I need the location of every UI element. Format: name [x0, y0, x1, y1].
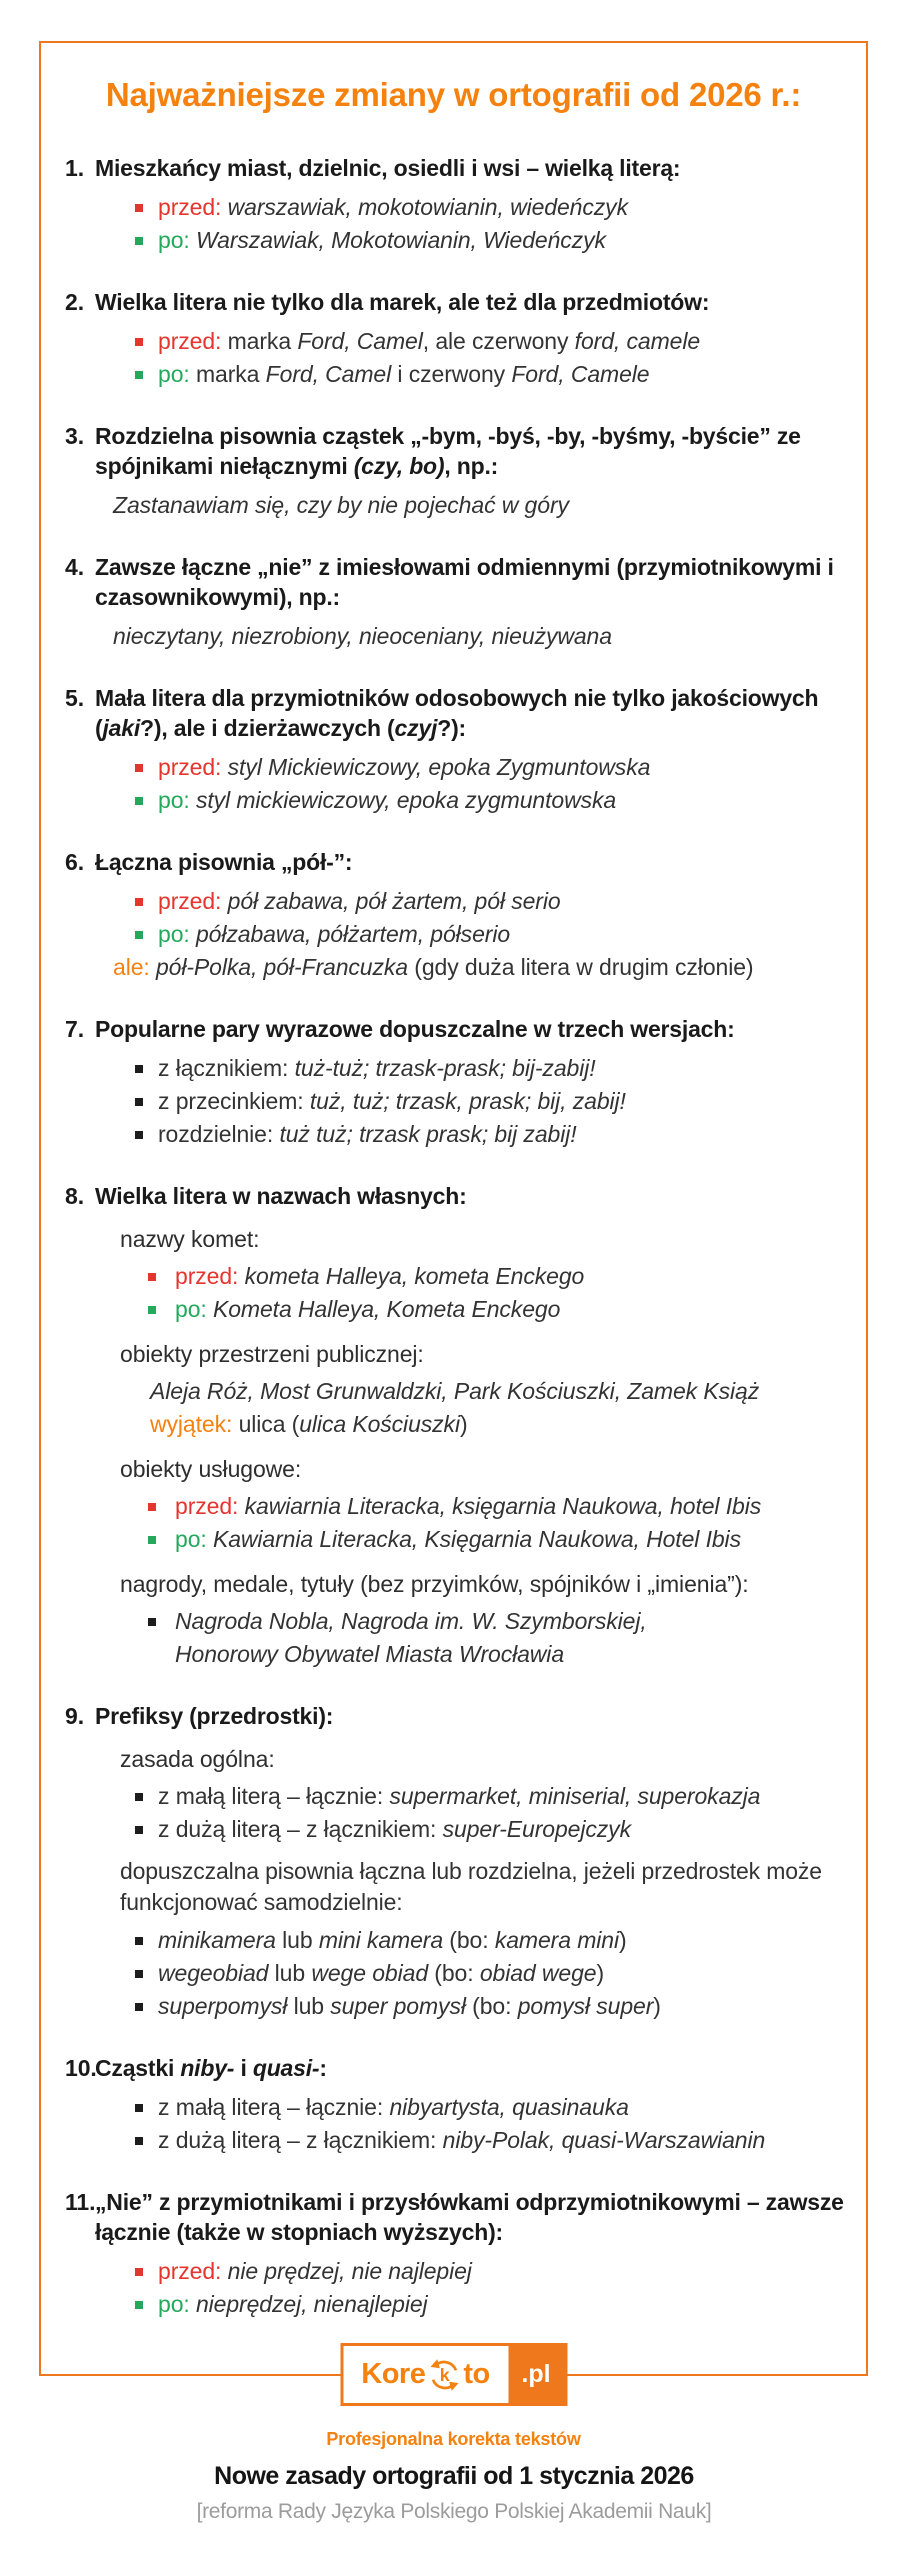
bullet-line [65, 1990, 854, 2023]
text-segment: : [319, 2055, 327, 2081]
item-heading [95, 287, 854, 317]
example-text [65, 951, 854, 984]
text-segment: Warszawiak, Mokotowianin, Wiedeńczyk [195, 227, 606, 253]
item-number: 4. [65, 554, 84, 580]
bullet-line [65, 1118, 854, 1151]
text-segment: lub [268, 1960, 312, 1986]
text-segment: z łącznikiem: [158, 1055, 295, 1081]
bullet-line [65, 1924, 854, 1957]
footer [0, 2462, 908, 2524]
poster-frame [39, 41, 868, 2449]
text-segment: jaki [102, 715, 141, 741]
text-segment: quasi- [252, 2055, 320, 2081]
red-square-bullet-icon [135, 338, 143, 346]
line-text [158, 2124, 854, 2157]
line-text [158, 751, 854, 784]
line-text [158, 1052, 854, 1085]
line-text [158, 1990, 854, 2023]
text-segment: Mieszkańcy miast, dzielnic, osiedli i wsi – wielką literą: [95, 155, 681, 181]
text-segment: po: [175, 1526, 213, 1552]
text-segment: wege obiad [311, 1960, 429, 1986]
line-text [158, 918, 854, 951]
line-text [158, 191, 854, 224]
line-text [158, 2091, 854, 2124]
subsection-label [65, 1338, 854, 1371]
line-text [158, 1924, 854, 1957]
black-square-bullet-icon [135, 2137, 143, 2145]
text-segment: ) [653, 1993, 661, 2019]
item-number: 6. [65, 849, 84, 875]
text-segment: (bo: [443, 1927, 495, 1953]
line-text [158, 1780, 854, 1813]
bullet-line [65, 1052, 854, 1085]
black-square-bullet-icon [135, 1793, 143, 1801]
text-segment: ford, camele [574, 328, 701, 354]
text-segment: Nagroda Nobla, Nagroda im. W. Szymborskiej, [175, 1608, 647, 1634]
korekto-wordmark [343, 2346, 508, 2403]
text-segment: pomysł super [517, 1993, 654, 2019]
item-number: 11. [65, 2189, 96, 2215]
item-heading [95, 2053, 854, 2083]
text-segment: ulica Kościuszki [299, 1411, 460, 1437]
example-text [65, 489, 854, 522]
text-segment: tuż-tuż; trzask-prask; bij-zabij! [294, 1055, 596, 1081]
text-segment: Popularne pary wyrazowe dopuszczalne w trzech wersjach: [95, 1016, 735, 1042]
item-heading [95, 153, 854, 183]
text-segment: nie prędzej, nie najlepiej [227, 2258, 472, 2284]
text-segment: marka [195, 361, 266, 387]
bullet-line [65, 784, 854, 817]
bullet-line [65, 885, 854, 918]
item-heading [95, 1014, 854, 1044]
example-text [65, 1375, 854, 1408]
bullet-line [65, 358, 854, 391]
bullet-line [65, 751, 854, 784]
bullet-line [65, 1813, 854, 1846]
text-segment: kometa Halleya, kometa Enckego [244, 1263, 585, 1289]
text-segment: przed: [175, 1263, 245, 1289]
text-segment: nibyartysta, quasinauka [389, 2094, 629, 2120]
list-item [65, 847, 854, 984]
text-segment: czyj [394, 715, 438, 741]
bullet-line [65, 1780, 854, 1813]
text-segment: nieczytany, niezrobiony, nieoceniany, nieużywana [113, 623, 612, 649]
item-number: 5. [65, 685, 84, 711]
text-segment: kawiarnia Literacka, księgarnia Naukowa, hotel Ibis [244, 1493, 762, 1519]
text-segment: , ale czerwony [422, 328, 575, 354]
text-segment: ) [596, 1960, 605, 1986]
line-text [158, 358, 854, 391]
text-segment: minikamera [158, 1927, 276, 1953]
text-segment: pół-Polka, pół-Francuzka [155, 954, 408, 980]
list-item [65, 683, 854, 817]
text-segment: obiekty przestrzeni publicznej: [120, 1341, 424, 1367]
item-number: 2. [65, 289, 84, 315]
text-segment: obiekty usługowe: [120, 1456, 302, 1482]
item-number: 9. [65, 1703, 84, 1729]
line-text [175, 1605, 854, 1671]
svg-text:k: k [439, 2364, 450, 2385]
text-segment: Kawiarnia Literacka, Księgarnia Naukowa, Hotel Ibis [212, 1526, 741, 1552]
text-segment: pół zabawa, pół żartem, pół serio [227, 888, 561, 914]
text-segment: przed: [158, 754, 228, 780]
green-square-bullet-icon [148, 1536, 156, 1544]
text-segment: po: [158, 921, 196, 947]
text-segment: kamera mini [494, 1927, 619, 1953]
red-square-bullet-icon [135, 898, 143, 906]
bullet-line [65, 325, 854, 358]
line-text [158, 1085, 854, 1118]
korekto-wordmark-right: to [463, 2358, 490, 2390]
green-square-bullet-icon [135, 797, 143, 805]
text-segment: Łączna pisownia „pół-”: [95, 849, 353, 875]
text-segment: (bo: [465, 1993, 518, 2019]
bullet-line [65, 191, 854, 224]
korekto-circular-arrows-k-icon [427, 2358, 461, 2392]
bullet-line [65, 1957, 854, 1990]
text-segment: Cząstki [95, 2055, 181, 2081]
paragraph-text [65, 1856, 854, 1918]
bullet-line [65, 2124, 854, 2157]
item-heading [95, 1181, 854, 1211]
text-segment: dopuszczalna pisownia łączna lub rozdzielna, jeżeli przedrostek może funkcjonować samodzielnie: [120, 1858, 822, 1915]
item-heading [95, 2187, 854, 2247]
text-segment: nagrody, medale, tytuły (bez przyimków, spójników i „imienia”): [120, 1571, 749, 1597]
text-segment: Rozdzielna pisownia cząstek „-bym, -byś, -by, -byśmy, -byście” ze spójnikami niełącznymi [95, 423, 801, 479]
red-square-bullet-icon [148, 1503, 156, 1511]
text-segment: z małą literą – łącznie: [158, 2094, 390, 2120]
text-segment: nieprędzej, nienajlepiej [195, 2291, 428, 2317]
green-square-bullet-icon [135, 931, 143, 939]
bullet-line [65, 1605, 854, 1671]
line-text [175, 1260, 854, 1293]
list-item [65, 421, 854, 522]
text-segment: nazwy komet: [120, 1226, 260, 1252]
item-heading [95, 552, 854, 612]
item-heading [95, 683, 854, 743]
text-segment: niby- [180, 2055, 235, 2081]
bullet-line [65, 1490, 854, 1523]
text-segment: i [234, 2055, 253, 2081]
text-segment: Wielka litera nie tylko dla marek, ale też dla przedmiotów: [95, 289, 710, 315]
text-segment: z przecinkiem: [158, 1088, 310, 1114]
black-square-bullet-icon [135, 1131, 143, 1139]
black-square-bullet-icon [135, 1937, 143, 1945]
bullet-line [65, 1523, 854, 1556]
list-item [65, 1701, 854, 2023]
bullet-line [65, 1293, 854, 1326]
green-square-bullet-icon [135, 371, 143, 379]
text-segment: przed: [158, 888, 228, 914]
text-segment: supermarket, miniserial, superokazja [389, 1783, 761, 1809]
text-segment: ?), ale i dzierżawczych ( [140, 715, 395, 741]
text-segment: Prefiksy (przedrostki): [95, 1703, 334, 1729]
green-square-bullet-icon [135, 237, 143, 245]
text-segment: po: [175, 1296, 213, 1322]
subsection-label [65, 1453, 854, 1486]
text-segment: Ford, Camel [265, 361, 392, 387]
text-segment: po: [158, 361, 196, 387]
bullet-line [65, 224, 854, 257]
black-square-bullet-icon [135, 2104, 143, 2112]
text-segment: ) [619, 1927, 627, 1953]
text-segment: wegeobiad [158, 1960, 269, 1986]
line-text [175, 1523, 854, 1556]
text-segment: Ford, Camel [297, 328, 423, 354]
line-text [158, 1957, 854, 1990]
korekto-tagline: Profesjonalna korekta tekstów [326, 2429, 581, 2449]
list-item [65, 153, 854, 257]
item-number: 3. [65, 423, 84, 449]
item-number: 10. [65, 2055, 97, 2081]
rules-list [41, 153, 866, 2321]
example-text [65, 1408, 854, 1441]
black-square-bullet-icon [135, 1065, 143, 1073]
text-segment: po: [158, 787, 196, 813]
text-segment: obiad wege [479, 1960, 597, 1986]
black-square-bullet-icon [135, 1826, 143, 1834]
line-text [175, 1490, 854, 1523]
text-segment: z dużą literą – z łącznikiem: [158, 1816, 443, 1842]
item-heading [95, 421, 854, 481]
text-segment: lub [275, 1927, 319, 1953]
text-segment: super-Europejczyk [442, 1816, 631, 1842]
bullet-line [65, 1260, 854, 1293]
text-segment: z małą literą – łącznie: [158, 1783, 390, 1809]
text-segment: Wielka litera w nazwach własnych: [95, 1183, 467, 1209]
text-segment: lub [287, 1993, 331, 2019]
text-segment: warszawiak, mokotowianin, wiedeńczyk [227, 194, 628, 220]
text-segment: styl mickiewiczowy, epoka zygmuntowska [195, 787, 617, 813]
text-segment: (czy, bo) [353, 453, 445, 479]
list-item [65, 2187, 854, 2321]
text-segment: półzabawa, półżartem, półserio [195, 921, 511, 947]
text-segment: ale: [113, 954, 156, 980]
text-segment: wyjątek: [150, 1411, 239, 1437]
bullet-line [65, 2091, 854, 2124]
list-item [65, 1014, 854, 1151]
text-segment: ?): [437, 715, 466, 741]
text-segment: tuż tuż; trzask prask; bij zabij! [279, 1121, 577, 1147]
text-segment: (bo: [428, 1960, 480, 1986]
item-heading [95, 847, 854, 877]
text-segment: przed: [175, 1493, 245, 1519]
line-text [158, 325, 854, 358]
text-segment: Kometa Halleya, Kometa Enckego [212, 1296, 561, 1322]
text-segment: Zastanawiam się, czy by nie pojechać w góry [113, 492, 569, 518]
korekto-wordmark-left: Kore [361, 2358, 426, 2390]
text-segment: Zawsze łączne „nie” z imiesłowami odmiennymi (przymiotnikowymi i czasownikowymi), np.: [95, 554, 834, 610]
bullet-line [65, 918, 854, 951]
text-segment: po: [158, 227, 196, 253]
line-text [175, 1293, 854, 1326]
line-text [158, 784, 854, 817]
text-segment: „Nie” z przymiotnikami i przysłówkami odprzymiotnikowymi – zawsze łącznie (także w stopniach wyższych): [95, 2189, 844, 2245]
korekto-logo [340, 2343, 567, 2406]
text-segment: przed: [158, 328, 228, 354]
subsection-label [65, 1568, 854, 1601]
black-square-bullet-icon [135, 1970, 143, 1978]
text-segment: (gdy duża litera w drugim członie) [407, 954, 754, 980]
text-segment: zasada ogólna: [120, 1746, 275, 1772]
list-item [65, 2053, 854, 2157]
text-segment: przed: [158, 2258, 228, 2284]
red-square-bullet-icon [148, 1273, 156, 1281]
text-segment: super pomysł [330, 1993, 466, 2019]
korekto-tld-badge: .pl [508, 2346, 564, 2403]
item-heading [95, 1701, 854, 1731]
text-segment: , np.: [444, 453, 499, 479]
example-text [65, 620, 854, 653]
green-square-bullet-icon [148, 1306, 156, 1314]
text-segment: przed: [158, 194, 228, 220]
text-segment: niby-Polak, quasi-Warszawianin [442, 2127, 766, 2153]
bullet-line [65, 2255, 854, 2288]
list-item [65, 287, 854, 391]
text-segment: superpomysł [158, 1993, 288, 2019]
line-text [158, 885, 854, 918]
text-segment: marka [227, 328, 298, 354]
text-segment: Honorowy Obywatel Miasta Wrocławia [175, 1641, 565, 1667]
black-square-bullet-icon [135, 1098, 143, 1106]
text-segment: rozdzielnie: [158, 1121, 280, 1147]
text-segment: mini kamera [318, 1927, 444, 1953]
line-text [158, 2288, 854, 2321]
list-item [65, 552, 854, 653]
text-segment: tuż, tuż; trzask, prask; bij, zabij! [309, 1088, 626, 1114]
text-segment: Mała litera dla przymiotników odosobowych nie tylko jakościowych ( [95, 685, 819, 741]
red-square-bullet-icon [135, 2268, 143, 2276]
bullet-line [65, 1085, 854, 1118]
black-square-bullet-icon [148, 1618, 156, 1626]
black-square-bullet-icon [135, 2003, 143, 2011]
footer-subheading: [reforma Rady Języka Polskiego Polskiej Akademii Nauk] [196, 2500, 712, 2523]
line-text [158, 1118, 854, 1151]
text-segment: Aleja Róż, Most Grunwaldzki, Park Kościuszki, Zamek Książ [150, 1378, 760, 1404]
text-segment: i czerwony [391, 361, 512, 387]
line-text [158, 2255, 854, 2288]
red-square-bullet-icon [135, 764, 143, 772]
item-number: 7. [65, 1016, 84, 1042]
bullet-line [65, 2288, 854, 2321]
text-segment: z dużą literą – z łącznikiem: [158, 2127, 443, 2153]
line-text [158, 224, 854, 257]
poster-title: Najważniejsze zmiany w ortografii od 2026 r.: [105, 76, 802, 113]
item-number: 8. [65, 1183, 84, 1209]
footer-heading: Nowe zasady ortografii od 1 stycznia 2026 [214, 2462, 694, 2490]
text-segment: Ford, Camele [511, 361, 650, 387]
list-item [65, 1181, 854, 1671]
item-number: 1. [65, 155, 84, 181]
subsection-label [65, 1223, 854, 1256]
line-text [158, 1813, 854, 1846]
red-square-bullet-icon [135, 204, 143, 212]
text-segment: ) [459, 1411, 468, 1437]
green-square-bullet-icon [135, 2301, 143, 2309]
text-segment: ulica ( [238, 1411, 300, 1437]
text-segment: po: [158, 2291, 196, 2317]
text-segment: styl Mickiewiczowy, epoka Zygmuntowska [227, 754, 651, 780]
subsection-label [65, 1743, 854, 1776]
